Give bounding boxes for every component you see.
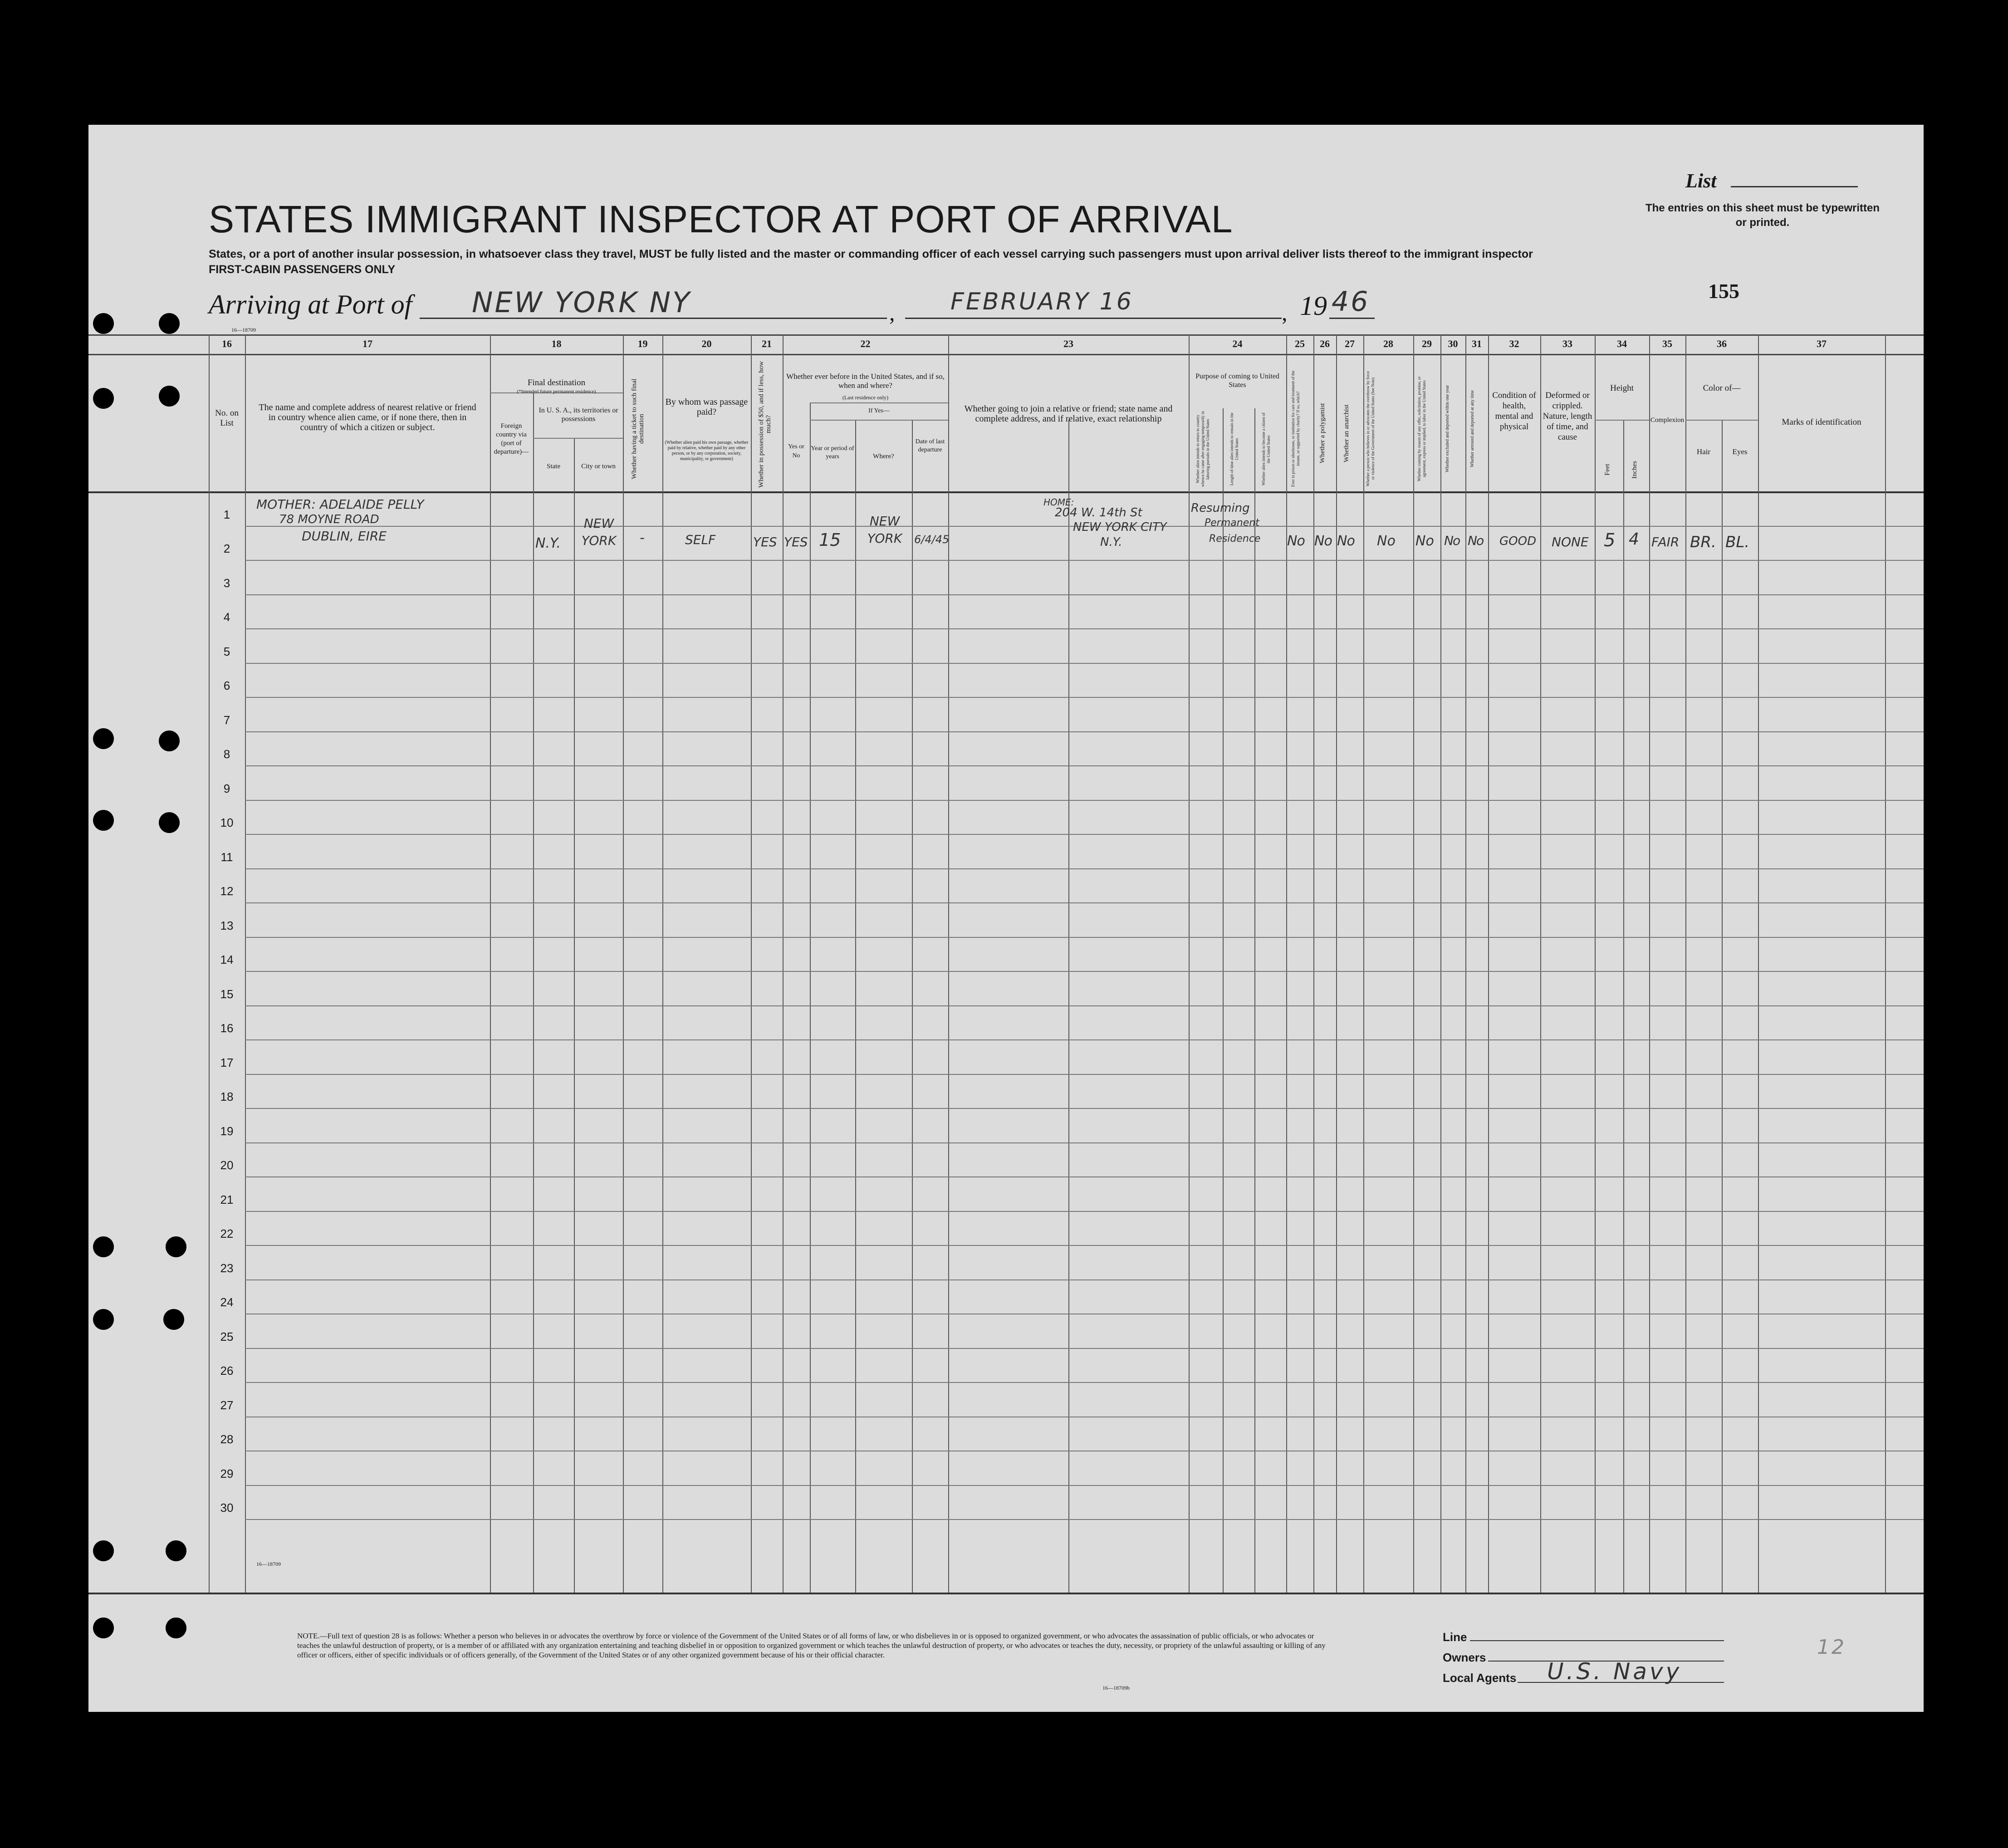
column-number: 25 [1295,338,1305,349]
form-title: STATES IMMIGRANT INSPECTOR AT PORT OF ARRIVAL [209,198,1233,240]
col-line [1758,334,1759,1593]
row-number: 22 [220,1227,234,1240]
row-number: 1 [223,507,230,521]
line-underline [1470,1640,1724,1641]
header-ticket: Whether having a ticket to such final destination [631,378,645,479]
column-number: 27 [1345,338,1355,349]
col-line [1336,334,1337,1593]
binder-hole [166,1236,186,1257]
purpose-line1: Resuming [1191,501,1250,515]
comma-separator: , [889,300,895,325]
column-number: 23 [1063,338,1073,349]
row-number: 27 [220,1398,234,1412]
row-number: 21 [220,1192,234,1206]
row-number: 4 [223,610,230,624]
column-number: 37 [1817,338,1827,349]
eyes-value: BL. [1725,533,1750,551]
col-line [1413,334,1414,1593]
row-number: 29 [220,1466,234,1480]
relative-line3: DUBLIN, EIRE [302,529,387,544]
excluded-value: No [1444,533,1460,548]
overthrow-value: No [1377,533,1396,549]
header-final-destination-note: (*Intended future permanent residence) [517,389,596,394]
row-line [245,834,1924,835]
column-number: 19 [637,338,648,349]
typewritten-note: The entries on this sheet must be typewritten or printed. [1645,202,1880,229]
column-number: 34 [1617,338,1627,349]
before-in-us-value: YES [784,534,808,549]
binder-hole [159,313,180,334]
col-line [209,334,210,1593]
header-in-usa: In U. S. A., its territories or possessions [539,407,618,423]
header-deformed: Deformed or crippled. Nature, length of time, and cause [1543,391,1592,442]
row-number: 14 [220,953,234,966]
row-number: 6 [223,679,230,692]
col-line [1465,334,1466,1593]
join-line3: NEW YORK CITY [1073,520,1167,534]
passenger-class: FIRST-CABIN PASSENGERS ONLY [209,263,396,276]
header-overthrow: Whether a person who believes in or advocates the overthrow by force or violence of the Government of the United States (See Note) [1366,371,1375,487]
join-line4: N.Y. [1100,535,1122,549]
column-number: 18 [551,338,562,349]
purpose-line2: Permanent [1205,517,1259,529]
row-number: 30 [220,1501,234,1515]
inches-value: 4 [1629,530,1639,549]
header-height: Height [1610,383,1634,393]
feet-value: 5 [1604,530,1616,551]
binder-hole [159,730,180,751]
binder-hole [93,313,114,334]
form-code-footer: 16—18709b [1102,1685,1130,1691]
col-line [1223,408,1224,1593]
dest-state: N.Y. [535,535,561,551]
header-feet: Feet [1604,464,1611,475]
binder-hole [93,1236,114,1257]
row-line [245,1142,1924,1143]
col-line [245,334,246,1593]
column-number: 26 [1320,338,1330,349]
relative-line1: MOTHER: ADELAIDE PELLY [256,497,424,512]
form-code-top: 16—18709 [231,327,256,333]
subheader-line [810,420,948,421]
where-value: NEW YORK [867,514,902,546]
anarchist-value: No [1337,533,1355,549]
header-foreign-country: Foreign country via (port of departure)— [494,422,529,456]
col-line [533,392,534,1593]
page-number: 155 [1708,279,1739,303]
row-line [245,1485,1924,1486]
col-line [948,334,949,1593]
header-final-destination: Final destination [527,378,586,387]
row-number: 5 [223,644,230,658]
polygamist-value: No [1314,533,1332,549]
row-line [245,1211,1924,1212]
row-number: 25 [220,1329,234,1343]
header-hair: Hair [1696,447,1711,456]
row-number: 23 [220,1261,234,1275]
header-passage-paid: By whom was passage paid? [665,397,748,417]
header-marks-identification: Marks of identification [1782,417,1861,427]
row-number: 16 [220,1021,234,1035]
prison-value: No [1287,533,1305,549]
column-number: 22 [860,338,871,349]
row-line [245,697,1924,698]
header-purpose-return: Whether alien intends to return to country whence he came after engaging temporarily in laboring pursuits in the United States [1195,411,1210,487]
row-line [245,1176,1924,1177]
row-line [245,1245,1924,1246]
binder-hole [93,1309,114,1330]
header-yes-or-no: Yes or No [788,443,804,459]
header-before-in-us: Whether ever before in the United States, and if so, when and where? [786,372,945,390]
header-join-relative: Whether going to join a relative or friend; state name and complete address, and if relative, exact relationship [964,404,1173,424]
col-line [1189,334,1190,1593]
row-line [245,868,1924,869]
col-line [751,334,752,1593]
binder-hole [93,728,114,749]
header-no-on-list: No. on List [215,408,239,428]
join-line2: 204 W. 14th St [1055,506,1142,520]
header-complexion: Complexion [1650,417,1685,424]
binder-hole [93,810,114,831]
row-line [245,1039,1924,1040]
list-number-line [1731,186,1858,187]
row-line [245,971,1924,972]
form-instructions: States, or a port of another insular possession, in whatsoever class they travel, MUST be fully listed and the master or commanding officer of each vessel carrying such passengers must upon arrival deliver lists thereof to the immigrant inspector [209,248,1533,260]
row-line [245,1005,1924,1006]
col-line [662,334,663,1593]
row-number: 12 [220,884,234,898]
subheader-line [533,438,623,439]
row-line [245,1382,1924,1383]
line-label: Line [1443,1630,1467,1644]
header-inches: Inches [1631,461,1638,479]
row-number: 13 [220,918,234,932]
margin-number: 12 [1817,1636,1846,1659]
col-line [1685,334,1686,1593]
column-number: 32 [1509,338,1519,349]
table-bottom-border [88,1593,1924,1594]
row-line [245,937,1924,938]
col-line [1254,408,1255,1593]
header-last-departure: Date of last departure [915,438,945,453]
binder-hole [159,812,180,833]
row-line [245,1074,1924,1075]
column-number: 16 [222,338,232,349]
row-number: 26 [220,1364,234,1377]
row-number: 19 [220,1124,234,1138]
header-state: State [547,463,560,470]
year-underline [1329,318,1375,319]
header-excluded: Whether excluded and deported within one year [1445,385,1450,473]
row-line [245,800,1924,801]
col-line [783,334,784,1593]
binder-hole [93,388,114,409]
health-value: GOOD [1499,534,1537,548]
row-number: 15 [220,987,234,1001]
col-line [1286,334,1287,1593]
subheader-line [1595,420,1649,421]
col-line [1363,334,1364,1593]
join-line1: HOME: [1043,497,1074,508]
comma-separator: , [1282,300,1288,325]
header-purpose-citizen: Whether alien intends to become a citizen of the United States [1261,412,1271,486]
col-line [1595,334,1596,1593]
header-eyes: Eyes [1732,447,1748,456]
footnote-question-28: NOTE.—Full text of question 28 is as follows: Whether a person who believes in or advocates the overthrow by force or violence of the Government of the United States or of all forms of law, or who disbelieves in or is opposed to organized government, or who advocates the assassination of public officials, or who advocates or teaches the unlawful destruction of property, or is a member of or affiliated with any organization entertaining and teaching disbelief in or opposition to organized government or which teaches the unlawful destruction of property, or who advocates or teaches the duty, necessity, or propriety of the unlawful assaulting or killing of any officer or officers, either of specific individuals or of officers generally, of the Government of the United States or of any other organized government because of his or their official character. [297,1632,1326,1659]
last-departure-value: 6/4/45 [914,533,950,546]
header-labor-offer: Whether coming by reason of any offer, solicitation, promise, or agreement, express or implied, to labor in the United States [1417,376,1426,481]
row-line [245,1279,1924,1280]
header-health: Condition of health, mental and physical [1492,391,1536,431]
row-number: 28 [220,1432,234,1446]
column-number: 33 [1562,338,1572,349]
agents-value: U.S. Navy [1547,1658,1682,1685]
header-last-residence: (Last residence only) [842,394,889,401]
row-number: 18 [220,1090,234,1103]
dest-city: NEW YORK [581,516,617,548]
col-line [810,402,811,1593]
header-years: Year or period of years [811,445,854,460]
arriving-label: Arriving at Port of [209,289,412,319]
column-number-border [88,354,1924,355]
row-number: 11 [220,850,233,864]
header-if-yes: If Yes— [868,407,890,414]
row-line [245,628,1924,629]
header-prison: Ever in prison or almshouse, or institution for care and treatment of the insane, or supported by charity? If so, which? [1291,370,1300,487]
form-subtitle [209,246,1751,277]
column-number: 36 [1717,338,1727,349]
agents-label: Local Agents [1443,1671,1517,1685]
binder-hole [166,1540,186,1561]
row-line [245,1108,1924,1109]
column-number: 20 [701,338,712,349]
date-underline [905,318,1282,319]
binder-hole [93,1540,114,1561]
row-number: 24 [220,1295,234,1309]
table-top-border [88,334,1924,336]
row-line [245,731,1924,732]
column-number: 21 [762,338,772,349]
header-anarchist: Whether an anarchist [1343,404,1350,462]
deformed-value: NONE [1552,534,1589,549]
binder-hole [166,1618,186,1638]
arrival-date: FEBRUARY 16 [950,288,1133,315]
col-line [574,438,575,1593]
header-fifty-dollars: Whether in possession of $50, and if less, how much? [758,361,772,488]
relative-line2: 78 MOYNE ROAD [279,513,379,526]
row-line [245,765,1924,766]
row-line [245,1519,1924,1520]
port-value: NEW YORK NY [472,286,691,319]
owners-label: Owners [1443,1651,1486,1664]
labor-offer-value: No [1415,533,1434,549]
column-number: 30 [1448,338,1458,349]
binder-hole [163,1309,184,1330]
column-number: 24 [1232,338,1243,349]
row-number: 3 [223,576,230,590]
arriving-port-line [209,289,412,320]
deported-value: No [1468,533,1484,548]
row-number: 2 [223,542,230,555]
row-number: 10 [220,816,234,829]
purpose-line3: Residence [1209,533,1261,544]
row-number: 20 [220,1158,234,1172]
ticket-value: - [640,530,645,546]
col-line [1649,334,1650,1593]
list-label: List [1685,170,1717,192]
col-line [1440,334,1441,1593]
header-purpose-length: Length of time alien intends to remain in the United States [1229,412,1239,486]
form-code-bottom: 16—18709 [256,1561,281,1567]
col-line [1488,334,1489,1593]
subheader-line [810,402,948,403]
column-number: 29 [1422,338,1432,349]
header-polygamist: Whether a polygamist [1319,403,1326,464]
passage-paid-value: SELF [685,532,716,547]
row-number: 17 [220,1055,234,1069]
row-line [245,902,1924,903]
header-city: City or town [581,463,616,470]
row-line [245,594,1924,595]
column-number: 28 [1383,338,1393,349]
column-number: 31 [1472,338,1482,349]
header-bottom-border [88,491,1924,493]
col-line [1885,334,1886,1593]
row-number: 9 [223,781,230,795]
row-line [245,1348,1924,1349]
header-color-of: Color of— [1703,383,1741,393]
row-number: 7 [223,713,230,727]
binder-hole [159,386,180,407]
manifest-sheet [88,125,1924,1712]
col-line [623,334,624,1593]
subheader-line [1685,420,1758,421]
row-line [245,663,1924,664]
binder-hole [93,1618,114,1638]
col-line [490,334,491,1593]
col-line [1313,334,1314,1593]
header-purpose: Purpose of coming to United States [1195,373,1279,389]
column-number: 17 [362,338,372,349]
col-line [1540,334,1541,1593]
year-prefix: 19 [1300,291,1327,321]
header-deported: Whether arrested and deported at any time [1470,390,1475,467]
years-value: 15 [819,530,841,550]
column-number: 35 [1662,338,1672,349]
complexion-value: FAIR [1651,534,1680,549]
year-suffix: 46 [1332,286,1370,318]
header-nearest-relative: The name and complete address of nearest relative or friend in country whence alien came, or if none there, then in country of which a citizen or subject. [259,402,476,432]
header-passage-paid-note: (Whether alien paid his own passage, whether paid by relative, whether paid by any other person, or by any corporation, society, municipality, or government) [665,440,749,461]
row-number: 8 [223,747,230,761]
hair-value: BR. [1690,533,1716,551]
header-where: Where? [873,453,894,460]
row-line [245,560,1924,561]
fifty-dollars-value: YES [753,534,777,549]
